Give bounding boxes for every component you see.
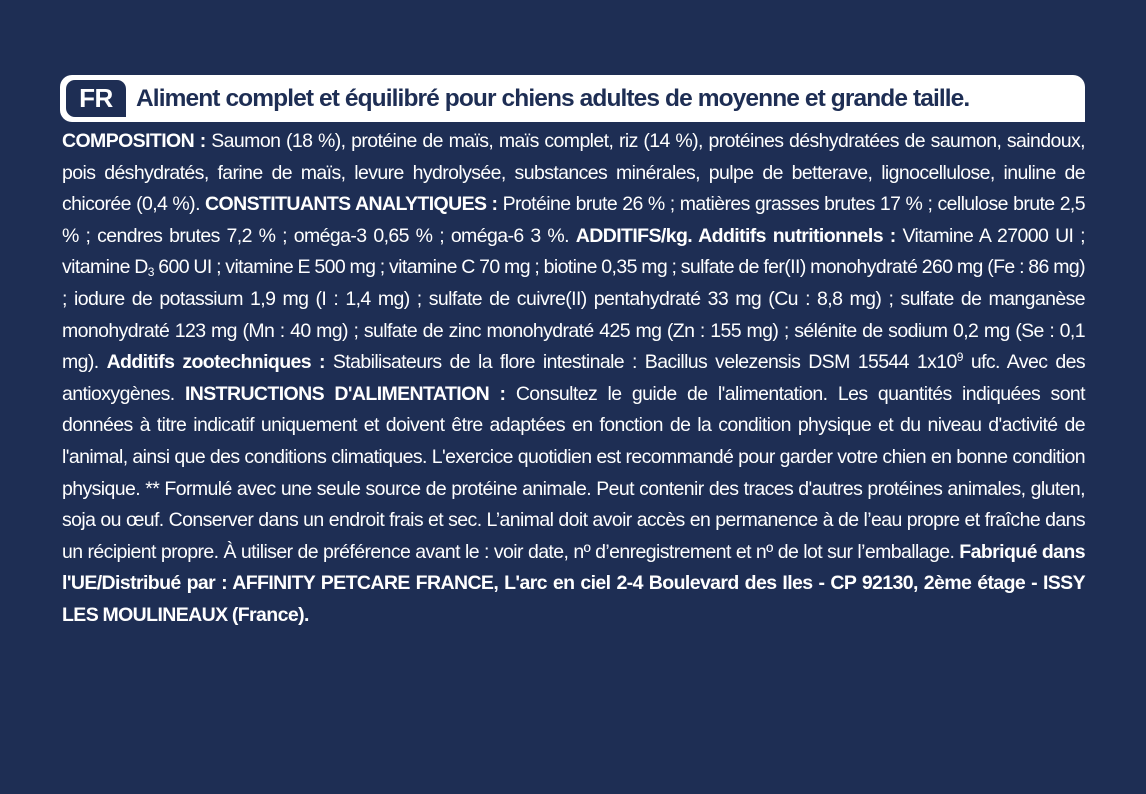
vitamin-d-subscript: 3 [147, 265, 154, 280]
additives-label: ADDITIFS/kg. [575, 224, 693, 247]
zootechnical-additives-tail: ufc. Avec des antioxygènes. [62, 351, 1085, 405]
zootechnical-additives-text: Stabilisateurs de la flore intestinale : Bacillus velezensis DSM 15544 1x10 [324, 351, 957, 374]
feeding-instructions-label: INSTRUCTIONS D'ALIMENTATION : [184, 382, 506, 405]
nutritional-additives-label: Additifs nutritionnels : [692, 224, 896, 247]
vitamin-d-text: Vitamine A 27000 UI ; vitamine D [62, 224, 1085, 279]
composition-label: COMPOSITION : [62, 130, 206, 152]
composition-text: Saumon (18 %), protéine de maïs, maïs complet, riz (14 %), protéines déshydratées de saumon, saindoux, pois déshydratés, farine de maïs, levure hydrolysée, substances minérales, pulpe de betterave, lignocellulose, inuline de chicorée (0,4 %). [62, 130, 1085, 216]
language-header-bar [60, 75, 1085, 122]
language-badge: FR [66, 80, 126, 117]
feeding-instructions-text: Consultez le guide de l'alimentation. Les quantités indiquées sont données à titre indicatif uniquement et doivent être adaptées en fonction de la condition physique et du niveau d'activité de l'animal, ainsi que des conditions climatiques. L'exercice quotidien est recommandé pour garder votre chien en bonne condition physique. ** Formulé avec une seule source de protéine animale. Peut contenir des traces d'autres protéines animales, gluten, soja ou œuf. Conserver dans un endroit frais et sec. L’animal doit avoir accès en permanence à de l’eau propre et fraîche dans un récipient propre. À utiliser de préférence avant le : voir date, nº d’enregistrement et nº de lot sur l’emballage. [62, 382, 1085, 563]
manufacturer-info: Fabriqué dans l'UE/Distribué par : AFFINITY PETCARE FRANCE, L'arc en ciel 2-4 Boulevard des Iles - CP 92130, 2ème étage - ISSY LES MOULINEAUX (France). [62, 540, 1085, 626]
product-title: Aliment complet et équilibré pour chiens adultes de moyenne et grande taille. [136, 84, 970, 112]
label-body-text [62, 126, 1085, 632]
zootechnical-additives-label: Additifs zootechniques : [106, 351, 325, 374]
exponent-superscript: 9 [956, 350, 963, 365]
analytical-constituents-label: CONSTITUANTS ANALYTIQUES : [205, 193, 498, 216]
nutritional-additives-text: 600 UI ; vitamine E 500 mg ; vitamine C 70 mg ; biotine 0,35 mg ; sulfate de fer(II) monohydraté 260 mg (Fe : 86 mg) ; iodure de potassium 1,9 mg (I : 1,4 mg) ; sulfate de cuivre(II) pentahydraté 33 mg (Cu : 8,8 mg) ; sulfate de manganèse monohydraté 123 mg (Mn : 40 mg) ; sulfate de zinc monohydraté 425 mg (Zn : 155 mg) ; sélénite de sodium 0,2 mg (Se : 0,1 mg). [62, 256, 1085, 374]
analytical-constituents-text: Protéine brute 26 % ; matières grasses brutes 17 % ; cellulose brute 2,5 % ; cendres brutes 7,2 % ; oméga-3 0,65 % ; oméga-6 3 %. [62, 193, 1085, 247]
